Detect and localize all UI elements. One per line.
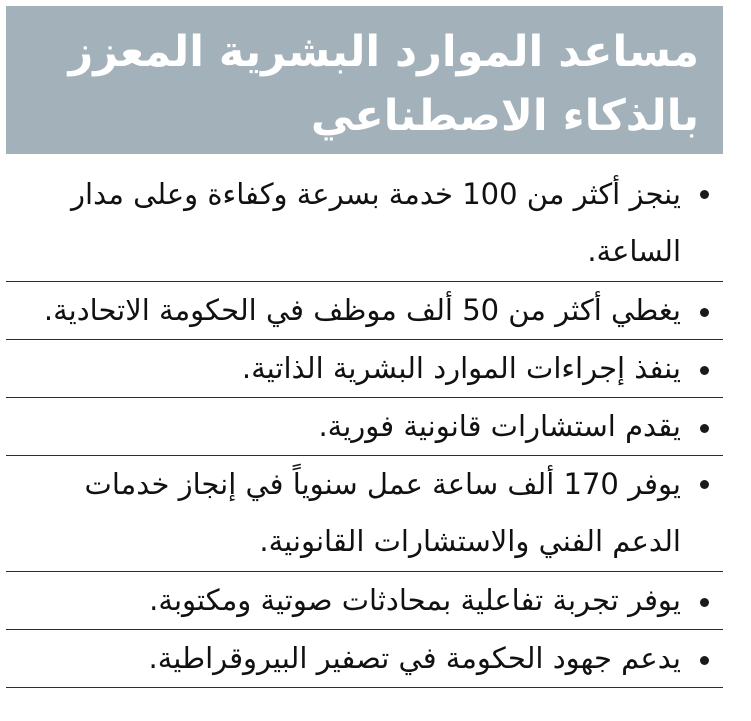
- list-item: [6, 166, 723, 282]
- list-item-text: يوفر تجربة تفاعلية بمحادثات صوتية ومكتوبة.: [149, 583, 681, 617]
- list-item: [6, 398, 723, 456]
- title-banner: [6, 6, 723, 154]
- bullet-icon: [700, 366, 709, 375]
- title-line-2: بالذكاء الاصطناعي: [310, 91, 699, 141]
- list-item: [6, 340, 723, 398]
- list-item: [6, 630, 723, 688]
- bullet-icon: [700, 190, 709, 199]
- feature-list: [6, 166, 723, 688]
- bullet-icon: [700, 598, 709, 607]
- list-item-text: ينفذ إجراءات الموارد البشرية الذاتية.: [241, 351, 681, 385]
- list-item-text: يقدم استشارات قانونية فورية.: [318, 409, 681, 443]
- list-item-text: يوفر 170 ألف ساعة عمل سنوياً في إنجاز خدمات الدعم الفني والاستشارات القانونية.: [84, 467, 681, 558]
- bullet-icon: [700, 308, 709, 317]
- list-item: [6, 572, 723, 630]
- list-item: [6, 456, 723, 572]
- title-line-1: مساعد الموارد البشرية المعزز: [68, 27, 699, 77]
- list-item-text: يغطي أكثر من 50 ألف موظف في الحكومة الاتحادية.: [43, 293, 681, 327]
- bullet-icon: [700, 480, 709, 489]
- list-item-text: ينجز أكثر من 100 خدمة بسرعة وكفاءة وعلى مدار الساعة.: [71, 177, 681, 268]
- info-card: [6, 6, 723, 696]
- list-item: [6, 282, 723, 340]
- list-item-text: يدعم جهود الحكومة في تصفير البيروقراطية.: [148, 641, 681, 675]
- bullet-icon: [700, 424, 709, 433]
- bullet-icon: [700, 656, 709, 665]
